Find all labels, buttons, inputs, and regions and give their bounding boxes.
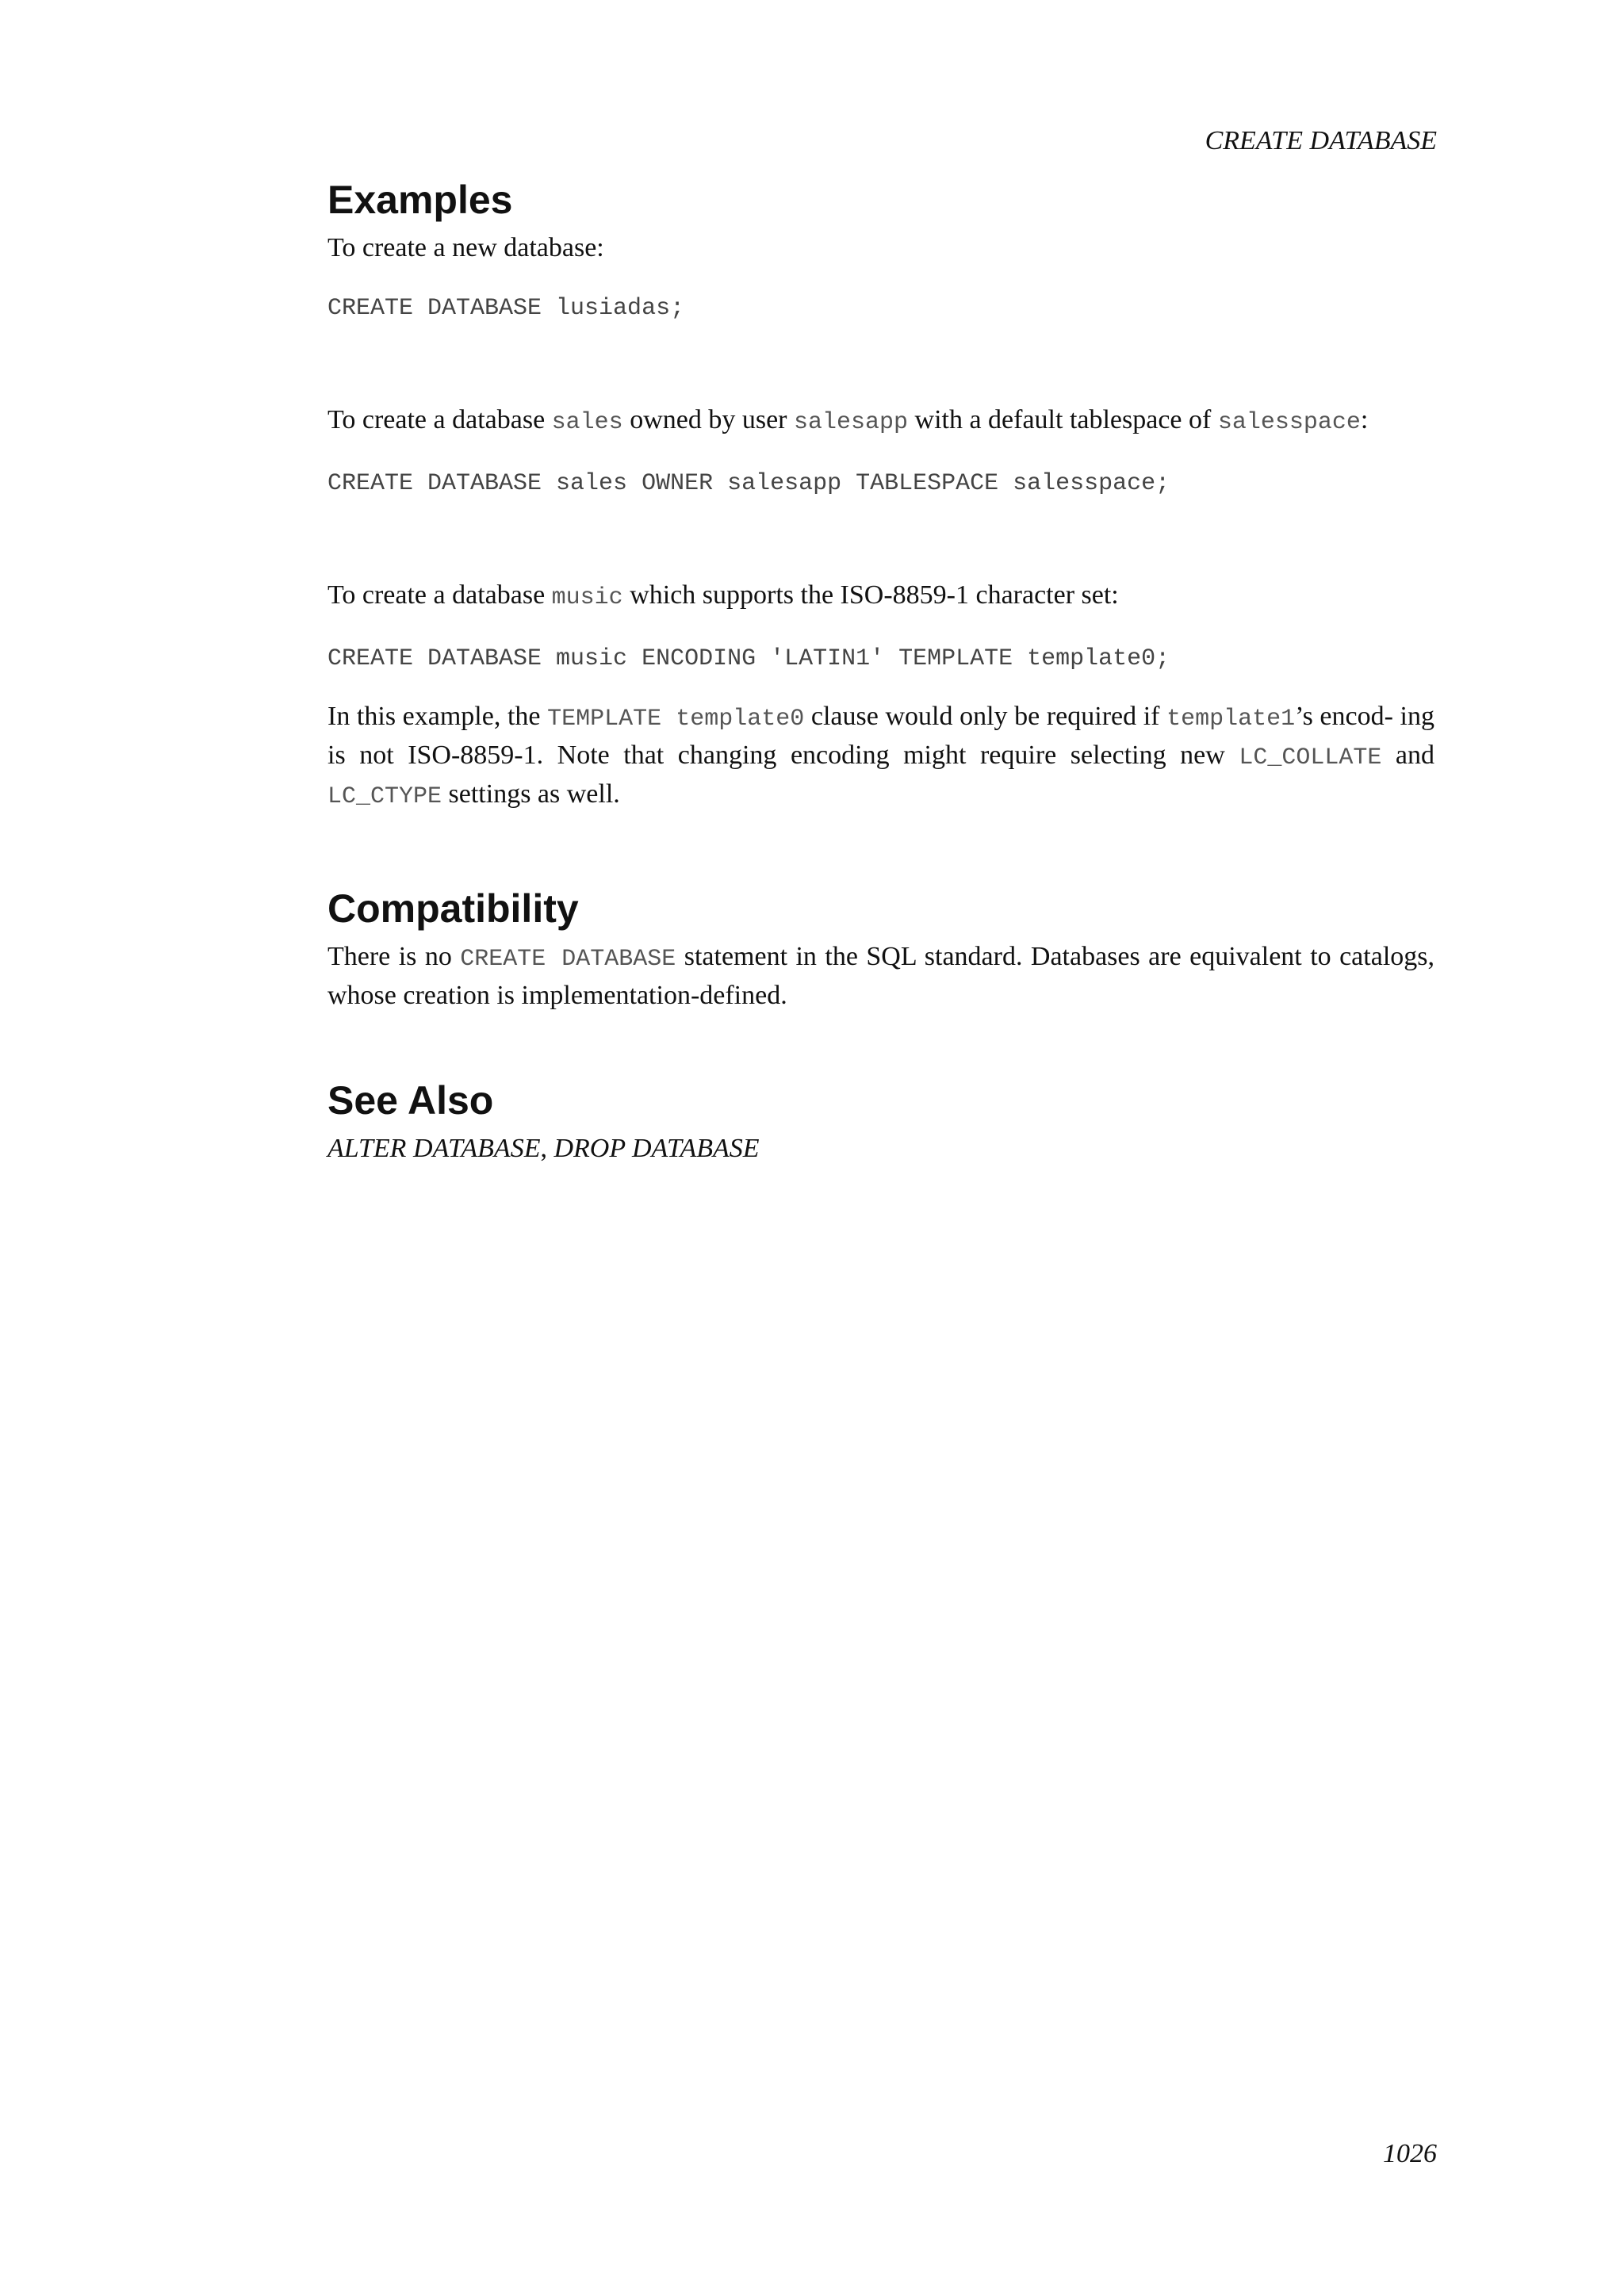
note-text: settings as well. (442, 779, 620, 809)
example-2-intro-text: owned by user (622, 405, 794, 434)
see-also-separator: , (540, 1134, 554, 1163)
running-header: CREATE DATABASE (1205, 126, 1437, 155)
page-number: 1026 (1383, 2139, 1437, 2168)
example-2-intro-text: : (1360, 405, 1369, 434)
inline-code-salesapp: salesapp (793, 409, 909, 436)
example-1-intro: To create a new database: (327, 233, 604, 262)
note-text: clause would only be required if (804, 702, 1167, 731)
inline-code-create-database: CREATE DATABASE (460, 946, 676, 973)
example-2-intro-text: To create a database (327, 405, 552, 434)
inline-code-music: music (551, 584, 623, 611)
inline-code-template1: template1 (1166, 706, 1296, 733)
examples-section (327, 176, 1434, 815)
drop-database-link[interactable]: DROP DATABASE (553, 1134, 760, 1163)
example-3-intro-text: which supports the ISO-8859-1 character set: (622, 580, 1119, 610)
alter-database-link[interactable]: ALTER DATABASE (327, 1134, 541, 1163)
compat-text: There is no (327, 942, 461, 971)
compatibility-text (327, 939, 1434, 1013)
example-2-code: CREATE DATABASE sales OWNER salesapp TABLESPACE salesspace; (327, 470, 1170, 497)
example-2-intro-text: with a default tablespace of (908, 405, 1218, 434)
see-also-links (327, 1131, 1434, 1166)
inline-code-salesspace: salesspace (1217, 409, 1361, 436)
inline-code-template-clause: TEMPLATE template0 (547, 706, 805, 733)
example-3-code: CREATE DATABASE music ENCODING 'LATIN1' TEMPLATE template0; (327, 645, 1170, 672)
note-text: ’s encod- ing is not ISO-8859-1. Note that changing encoding might require selecting new (327, 702, 1434, 770)
example-3-intro (327, 577, 1434, 616)
examples-heading: Examples (327, 178, 513, 222)
note-text: In this example, the (327, 702, 548, 731)
compatibility-section (327, 885, 1434, 1013)
inline-code-lc-ctype: LC_CTYPE (327, 783, 442, 810)
see-also-section (327, 1077, 1434, 1166)
inline-code-lc-collate: LC_COLLATE (1239, 744, 1382, 771)
inline-code-sales: sales (551, 409, 623, 436)
compat-text: statement in the SQL standard. Databases are equivalent to catalogs, whose creation is implementation-defined. (327, 942, 1434, 1010)
example-3-intro-text: To create a database (327, 580, 552, 610)
example-3-note (327, 698, 1434, 815)
page-content (327, 176, 1434, 1166)
compatibility-heading: Compatibility (327, 886, 579, 931)
example-2-intro (327, 402, 1434, 441)
example-1-code: CREATE DATABASE lusiadas; (327, 295, 685, 322)
note-text: and (1381, 740, 1434, 770)
see-also-heading: See Also (327, 1078, 494, 1123)
